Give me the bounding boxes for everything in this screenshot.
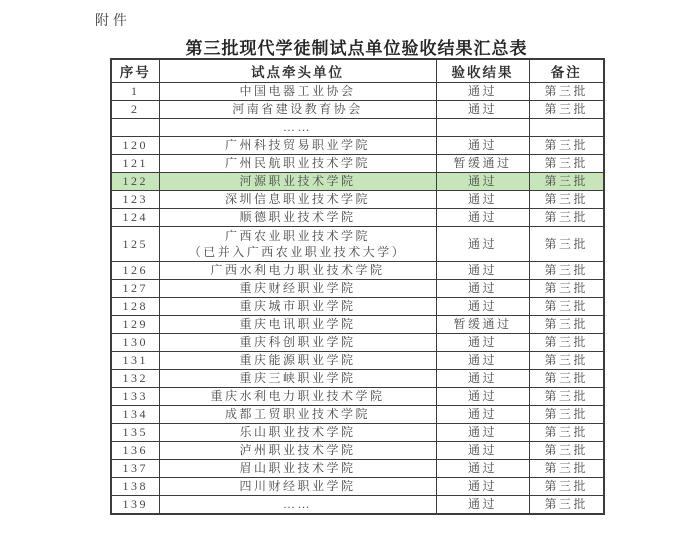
cell-remark: 第三批	[529, 442, 604, 460]
cell-result: 暂缓通过	[436, 316, 529, 334]
cell-remark: 第三批	[529, 227, 604, 262]
table-header-row	[111, 59, 604, 83]
table-row	[111, 191, 604, 209]
cell-no: 135	[111, 424, 159, 442]
table-body	[111, 83, 604, 515]
cell-result: 通过	[436, 280, 529, 298]
cell-remark: 第三批	[529, 352, 604, 370]
cell-result: 通过	[436, 262, 529, 280]
table-row	[111, 119, 604, 137]
cell-remark: 第三批	[529, 406, 604, 424]
cell-no: 138	[111, 478, 159, 496]
cell-result: 通过	[436, 496, 529, 515]
cell-unit: 重庆电讯职业学院	[159, 316, 436, 334]
cell-no: 123	[111, 191, 159, 209]
cell-no: 1	[111, 83, 159, 101]
cell-remark: 第三批	[529, 370, 604, 388]
cell-result: 暂缓通过	[436, 155, 529, 173]
cell-remark: 第三批	[529, 209, 604, 227]
cell-no: 139	[111, 496, 159, 515]
cell-result: 通过	[436, 388, 529, 406]
table-row	[111, 370, 604, 388]
table-row	[111, 280, 604, 298]
cell-unit: 河南省建设教育协会	[159, 101, 436, 119]
table-row	[111, 442, 604, 460]
cell-no: 131	[111, 352, 159, 370]
table-row	[111, 352, 604, 370]
cell-no: 132	[111, 370, 159, 388]
cell-remark: 第三批	[529, 83, 604, 101]
cell-remark: 第三批	[529, 262, 604, 280]
cell-result: 通过	[436, 370, 529, 388]
cell-unit: 广州科技贸易职业学院	[159, 137, 436, 155]
cell-no	[111, 119, 159, 137]
cell-remark: 第三批	[529, 334, 604, 352]
table-row	[111, 155, 604, 173]
unit-line-1: 广西农业职业技术学院	[224, 229, 370, 243]
cell-no: 2	[111, 101, 159, 119]
table-row	[111, 460, 604, 478]
table-row	[111, 316, 604, 334]
cell-remark: 第三批	[529, 424, 604, 442]
cell-unit: 四川财经职业学院	[159, 478, 436, 496]
cell-no: 121	[111, 155, 159, 173]
cell-remark: 第三批	[529, 298, 604, 316]
table-row	[111, 83, 604, 101]
cell-result: 通过	[436, 298, 529, 316]
cell-no: 130	[111, 334, 159, 352]
table-row	[111, 262, 604, 280]
table-row	[111, 388, 604, 406]
cell-remark: 第三批	[529, 101, 604, 119]
cell-result: 通过	[436, 460, 529, 478]
cell-no: 124	[111, 209, 159, 227]
cell-remark: 第三批	[529, 155, 604, 173]
col-header-result: 验收结果	[436, 59, 529, 83]
cell-result: 通过	[436, 101, 529, 119]
cell-remark: 第三批	[529, 388, 604, 406]
table-row	[111, 424, 604, 442]
col-header-unit: 试点牵头单位	[159, 59, 436, 83]
cell-result: 通过	[436, 334, 529, 352]
cell-result: 通过	[436, 173, 529, 191]
cell-result: 通过	[436, 406, 529, 424]
cell-unit: 重庆能源职业学院	[159, 352, 436, 370]
attachment-label: 附件	[95, 14, 131, 29]
cell-no: 120	[111, 137, 159, 155]
cell-unit: 顺德职业技术学院	[159, 209, 436, 227]
cell-unit: ……	[159, 496, 436, 515]
cell-unit: 重庆三峡职业学院	[159, 370, 436, 388]
table-row	[111, 496, 604, 515]
cell-remark: 第三批	[529, 191, 604, 209]
cell-remark: 第三批	[529, 460, 604, 478]
table-row	[111, 173, 604, 191]
cell-no: 122	[111, 173, 159, 191]
cell-result: 通过	[436, 478, 529, 496]
col-header-remark: 备注	[529, 59, 604, 83]
table-row	[111, 406, 604, 424]
cell-remark	[529, 119, 604, 137]
cell-unit: 广西水利电力职业技术学院	[159, 262, 436, 280]
cell-result: 通过	[436, 209, 529, 227]
cell-unit: 成都工贸职业技术学院	[159, 406, 436, 424]
cell-unit: 广州民航职业技术学院	[159, 155, 436, 173]
table-row	[111, 478, 604, 496]
cell-remark: 第三批	[529, 316, 604, 334]
col-header-no: 序号	[111, 59, 159, 83]
cell-no: 133	[111, 388, 159, 406]
table-row	[111, 137, 604, 155]
cell-unit: 重庆水利电力职业技术学院	[159, 388, 436, 406]
table-row	[111, 101, 604, 119]
cell-remark: 第三批	[529, 478, 604, 496]
cell-result: 通过	[436, 352, 529, 370]
cell-no: 137	[111, 460, 159, 478]
results-table	[110, 58, 605, 515]
cell-no: 128	[111, 298, 159, 316]
cell-unit: 重庆财经职业学院	[159, 280, 436, 298]
cell-no: 134	[111, 406, 159, 424]
cell-no: 136	[111, 442, 159, 460]
page-title: 第三批现代学徒制试点单位验收结果汇总表	[185, 39, 528, 58]
cell-result: 通过	[436, 137, 529, 155]
cell-no: 129	[111, 316, 159, 334]
cell-unit: 重庆城市职业学院	[159, 298, 436, 316]
cell-result: 通过	[436, 227, 529, 262]
cell-unit: ……	[159, 119, 436, 137]
table-row	[111, 209, 604, 227]
cell-no: 127	[111, 280, 159, 298]
cell-result: 通过	[436, 83, 529, 101]
cell-unit: 中国电器工业协会	[159, 83, 436, 101]
cell-result: 通过	[436, 424, 529, 442]
cell-result: 通过	[436, 191, 529, 209]
table-row	[111, 334, 604, 352]
cell-no: 125	[111, 227, 159, 262]
cell-no: 126	[111, 262, 159, 280]
unit-line-2: （已并入广西农业职业技术大学）	[188, 245, 407, 259]
cell-remark: 第三批	[529, 137, 604, 155]
table-row	[111, 227, 604, 262]
cell-remark: 第三批	[529, 173, 604, 191]
cell-unit: 河源职业技术学院	[159, 173, 436, 191]
table-row	[111, 298, 604, 316]
cell-remark: 第三批	[529, 496, 604, 515]
cell-unit	[159, 227, 436, 262]
cell-unit: 重庆科创职业学院	[159, 334, 436, 352]
cell-remark: 第三批	[529, 280, 604, 298]
cell-result: 通过	[436, 442, 529, 460]
cell-result	[436, 119, 529, 137]
cell-unit: 眉山职业技术学院	[159, 460, 436, 478]
cell-unit: 泸州职业技术学院	[159, 442, 436, 460]
cell-unit: 深圳信息职业技术学院	[159, 191, 436, 209]
cell-unit: 乐山职业技术学院	[159, 424, 436, 442]
